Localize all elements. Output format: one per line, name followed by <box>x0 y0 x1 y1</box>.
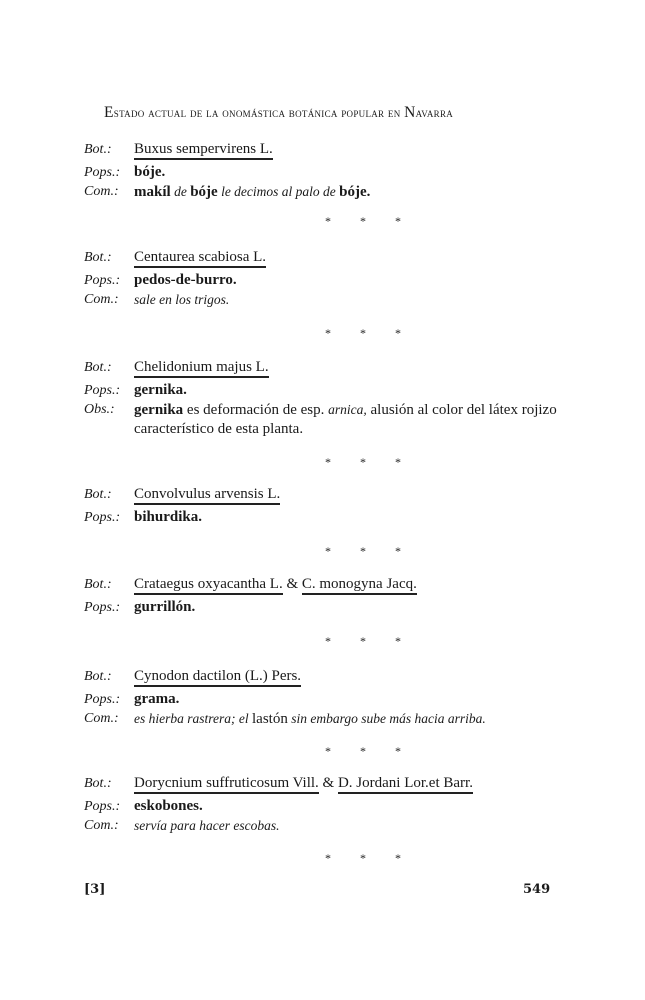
text-run: es hierba rastrera; el <box>134 711 252 726</box>
botanical-name-value <box>134 248 564 267</box>
popular-name-value <box>134 690 564 709</box>
botanical-name-label: Bot.: <box>84 250 112 265</box>
separator-stars: * * * <box>325 455 414 469</box>
botanical-name-value <box>134 358 564 377</box>
text-run: de <box>170 184 191 199</box>
page-number: 549 <box>523 882 551 897</box>
text-run: arnica, <box>328 402 367 417</box>
comment-label: Com.: <box>84 292 119 307</box>
text-run: bóje. <box>339 184 371 200</box>
popular-name-value <box>134 163 564 182</box>
species-name: Convolvulus arvensis L. <box>134 486 280 505</box>
comment-value <box>134 816 564 836</box>
popular-name-row <box>84 381 564 400</box>
entry <box>84 248 564 310</box>
popular-name-text: bihurdika. <box>134 509 202 525</box>
entry <box>84 774 564 836</box>
botanical-name-row <box>84 140 564 159</box>
popular-name-text: grama. <box>134 691 180 707</box>
popular-name-text: bóje. <box>134 164 166 180</box>
comment-label: Com.: <box>84 818 119 833</box>
separator-stars: * * * <box>325 634 414 648</box>
botanical-name-row <box>84 485 564 504</box>
popular-name-row <box>84 163 564 182</box>
popular-name-label: Pops.: <box>84 692 121 707</box>
botanical-name-row <box>84 248 564 267</box>
entry <box>84 575 564 617</box>
botanical-name-row <box>84 358 564 377</box>
botanical-name-label: Bot.: <box>84 577 112 592</box>
popular-name-text: pedos-de-burro. <box>134 272 237 288</box>
separator-stars: * * * <box>325 544 414 558</box>
comment-label: Com.: <box>84 184 119 199</box>
text-run: alusión al color del látex rojizo característico de esta planta. <box>134 402 557 437</box>
botanical-name-label: Bot.: <box>84 776 112 791</box>
text-run: sale en los trigos. <box>134 292 230 307</box>
popular-name-label: Pops.: <box>84 273 121 288</box>
popular-name-label: Pops.: <box>84 383 121 398</box>
species-name: Dorycnium suffruticosum Vill. <box>134 775 319 794</box>
text-run: lastón <box>252 711 288 727</box>
popular-name-text: gurrillón. <box>134 599 196 615</box>
comment-label: Com.: <box>84 711 119 726</box>
popular-name-label: Pops.: <box>84 510 121 525</box>
botanical-name-row <box>84 667 564 686</box>
separator-stars: * * * <box>325 214 414 228</box>
popular-name-row <box>84 797 564 816</box>
botanical-name-label: Bot.: <box>84 487 112 502</box>
comment-row <box>84 290 564 310</box>
popular-name-value <box>134 271 564 290</box>
comment-row <box>84 816 564 836</box>
botanical-name-row <box>84 774 564 793</box>
popular-name-label: Pops.: <box>84 600 121 615</box>
popular-name-value <box>134 381 564 400</box>
separator-stars: * * * <box>325 851 414 865</box>
text-run: gernika <box>134 402 184 418</box>
botanical-name-value <box>134 774 564 793</box>
separator-stars: * * * <box>325 744 414 758</box>
section-number: [3] <box>84 882 106 897</box>
comment-value <box>134 290 564 310</box>
popular-name-row <box>84 508 564 527</box>
text-run: servía para hacer escobas. <box>134 818 280 833</box>
entry <box>84 485 564 527</box>
observation-value <box>134 400 564 439</box>
botanical-name-value <box>134 667 564 686</box>
comment-value <box>134 709 564 729</box>
joiner: & <box>282 576 302 592</box>
comment-value <box>134 182 564 202</box>
popular-name-text: gernika. <box>134 382 187 398</box>
text-run: le decimos al palo de <box>217 184 340 199</box>
popular-name-row <box>84 690 564 709</box>
popular-name-text: eskobones. <box>134 798 203 814</box>
joiner: & <box>318 775 338 791</box>
text-run: sin embargo sube más hacia arriba. <box>287 711 486 726</box>
text-run: makíl <box>134 184 171 200</box>
popular-name-row <box>84 271 564 290</box>
species-name: Chelidonium majus L. <box>134 359 269 378</box>
botanical-name-value <box>134 485 564 504</box>
species-name: Buxus sempervirens L. <box>134 141 273 160</box>
botanical-name-label: Bot.: <box>84 360 112 375</box>
comment-row <box>84 182 564 202</box>
botanical-name-value <box>134 575 564 594</box>
observation-label: Obs.: <box>84 402 115 417</box>
species-name: D. Jordani Lor.et Barr. <box>338 775 473 794</box>
species-name: Cynodon dactilon (L.) Pers. <box>134 668 301 687</box>
separator-stars: * * * <box>325 326 414 340</box>
botanical-name-row <box>84 575 564 594</box>
species-name: Centaurea scabiosa L. <box>134 249 266 268</box>
popular-name-label: Pops.: <box>84 165 121 180</box>
observation-row <box>84 400 564 439</box>
text-run: bóje <box>190 184 218 200</box>
species-name: C. monogyna Jacq. <box>302 576 417 595</box>
species-name: Crataegus oxyacantha L. <box>134 576 283 595</box>
botanical-name-label: Bot.: <box>84 669 112 684</box>
popular-name-row <box>84 598 564 617</box>
popular-name-value <box>134 508 564 527</box>
entry <box>84 667 564 729</box>
popular-name-value <box>134 598 564 617</box>
entry <box>84 358 564 439</box>
running-header: Estado actual de la onomástica botánica popular en Navarra <box>104 104 454 121</box>
text-run: es deformación de esp. <box>183 402 329 418</box>
popular-name-value <box>134 797 564 816</box>
popular-name-label: Pops.: <box>84 799 121 814</box>
entry <box>84 140 564 202</box>
botanical-name-label: Bot.: <box>84 142 112 157</box>
comment-row <box>84 709 564 729</box>
botanical-name-value <box>134 140 564 159</box>
